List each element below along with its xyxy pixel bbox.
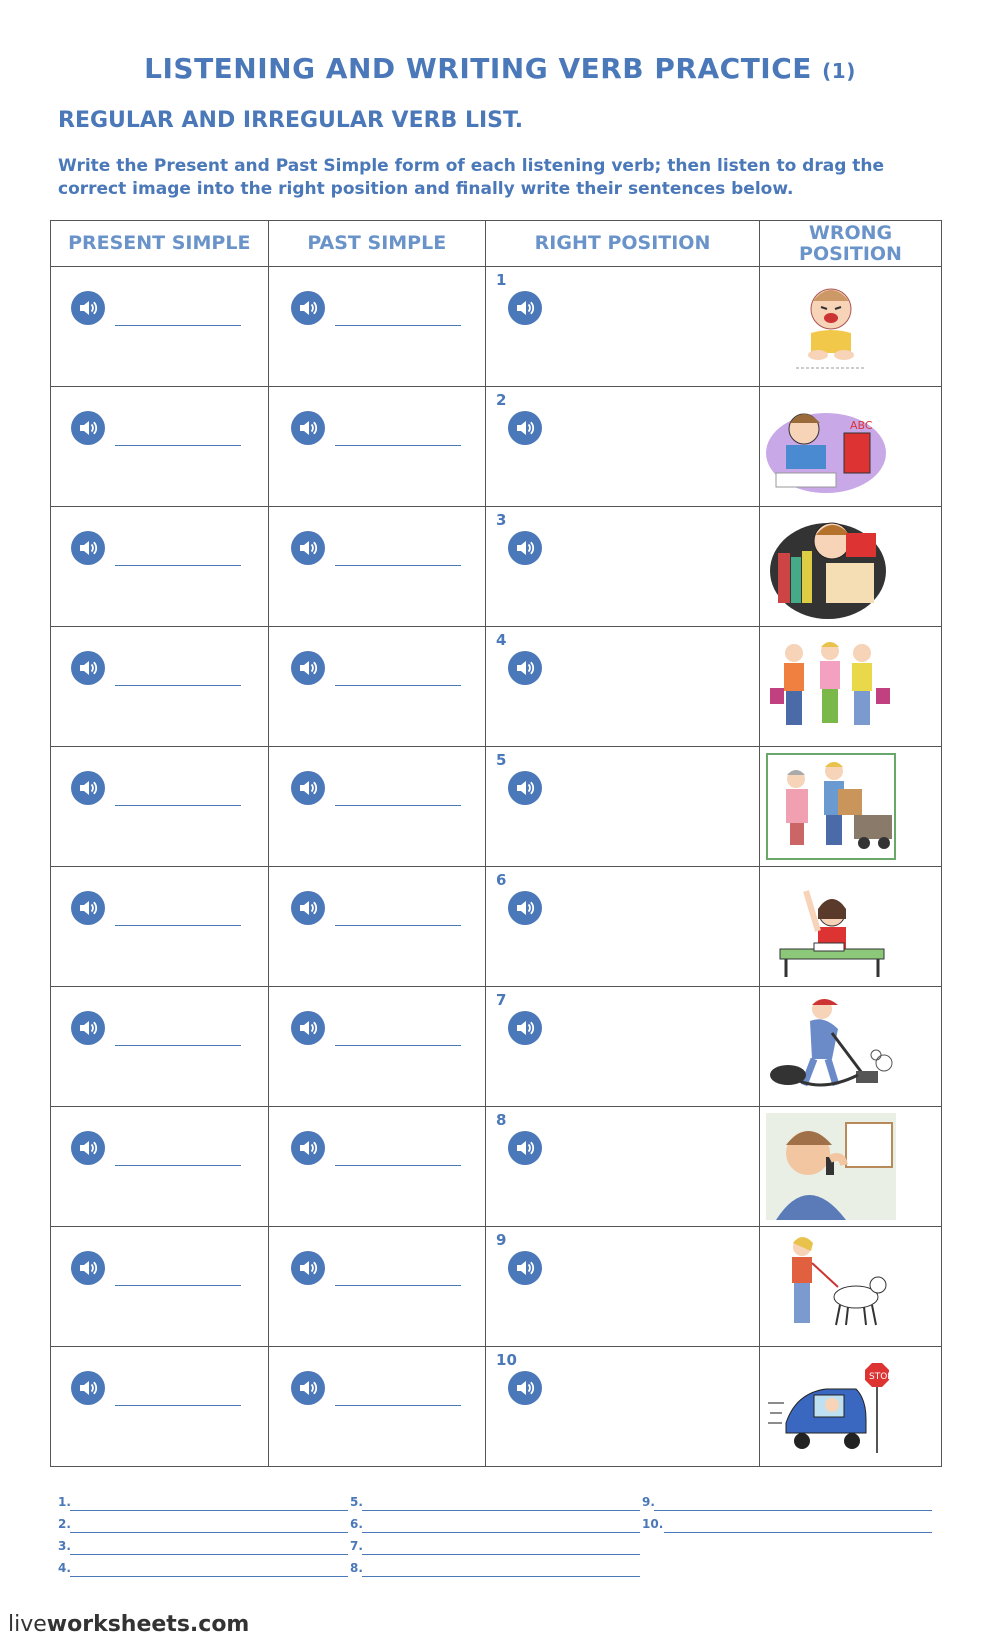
past-simple-cell [268,1227,486,1347]
svg-text:ABC: ABC [850,419,873,432]
present-simple-input[interactable] [115,445,241,446]
wrong-position-cell [760,627,942,747]
present-simple-cell [51,627,269,747]
verb-table [50,220,942,1467]
speaker-icon[interactable] [508,1251,542,1285]
speaker-icon[interactable] [508,1011,542,1045]
row-number: 10 [496,1351,517,1369]
speaker-icon[interactable] [71,891,105,925]
right-position-drop-zone[interactable] [486,387,760,507]
sentence-number: 8. [350,1561,363,1575]
woman-vacuuming-image[interactable] [766,993,896,1100]
man-on-phone-image[interactable] [766,1113,896,1220]
table-row [51,267,942,387]
wrong-position-cell [760,1347,942,1467]
past-simple-input[interactable] [335,685,461,686]
speaker-icon[interactable] [508,891,542,925]
present-simple-cell [51,747,269,867]
boy-with-books-image[interactable] [766,513,896,620]
sentence-underline [362,1554,640,1555]
man-helping-woman-image[interactable] [766,753,896,860]
past-simple-cell [268,987,486,1107]
present-simple-cell [51,387,269,507]
row-number: 1 [496,271,507,289]
sentence-underline [70,1576,348,1577]
right-position-drop-zone[interactable] [486,1107,760,1227]
sentence-underline [362,1576,640,1577]
crying-baby-image[interactable] [766,273,896,380]
sentence-line[interactable] [350,1495,640,1513]
past-simple-cell [268,867,486,987]
sentence-number: 1. [58,1495,71,1509]
present-simple-input[interactable] [115,325,241,326]
table-header-row [51,221,942,267]
boy-writing-abc-image[interactable] [766,393,896,500]
speaker-icon[interactable] [508,411,542,445]
present-simple-cell [51,1107,269,1227]
speaker-icon[interactable] [508,531,542,565]
sentence-number: 5. [350,1495,363,1509]
speaker-icon[interactable] [71,651,105,685]
speaker-icon[interactable] [71,1011,105,1045]
past-simple-input[interactable] [335,445,461,446]
table-row [51,1347,942,1467]
right-position-drop-zone[interactable] [486,507,760,627]
instructions: Write the Present and Past Simple form of each listening verb; then listen to drag the correct image into the right position and finally write their sentences below. [58,156,885,199]
speaker-icon[interactable] [291,1131,325,1165]
sentence-underline [70,1554,348,1555]
wrong-position-cell [760,267,942,387]
past-simple-cell [268,1347,486,1467]
row-number: 5 [496,751,507,769]
speaker-icon[interactable] [291,1011,325,1045]
past-simple-input[interactable] [335,1165,461,1166]
speaker-icon[interactable] [291,291,325,325]
page-subtitle: REGULAR AND IRREGULAR VERB LIST. [58,108,524,133]
speaker-icon[interactable] [71,1131,105,1165]
wrong-position-cell [760,987,942,1107]
present-simple-input[interactable] [115,685,241,686]
wrong-position-cell [760,1227,942,1347]
speaker-icon[interactable] [508,1131,542,1165]
sentence-line[interactable] [642,1495,932,1513]
past-simple-input[interactable] [335,1285,461,1286]
present-simple-input[interactable] [115,925,241,926]
sentence-line[interactable] [58,1495,348,1513]
past-simple-input[interactable] [335,325,461,326]
right-position-drop-zone[interactable] [486,1347,760,1467]
speaker-icon[interactable] [71,1371,105,1405]
speaker-icon[interactable] [291,1371,325,1405]
brand-worksheets: worksheets [46,1612,190,1637]
page-title [0,52,1000,85]
wrong-position-cell [760,507,942,627]
speaker-icon[interactable] [291,411,325,445]
speaker-icon[interactable] [508,291,542,325]
present-simple-cell [51,507,269,627]
sentence-number: 4. [58,1561,71,1575]
present-simple-input[interactable] [115,1405,241,1406]
present-simple-input[interactable] [115,1165,241,1166]
friends-shopping-image[interactable] [766,633,896,740]
row-number: 7 [496,991,507,1009]
speaker-icon[interactable] [508,651,542,685]
right-position-drop-zone[interactable] [486,267,760,387]
table-row [51,987,942,1107]
row-number: 9 [496,1231,507,1249]
present-simple-cell [51,1227,269,1347]
past-simple-cell [268,627,486,747]
sentence-line[interactable] [350,1561,640,1579]
sentence-number: 3. [58,1539,71,1553]
right-position-drop-zone[interactable] [486,747,760,867]
row-number: 3 [496,511,507,529]
speaker-icon[interactable] [71,1251,105,1285]
brand-tld: .com [189,1612,250,1637]
present-simple-input[interactable] [115,1285,241,1286]
speaker-icon[interactable] [291,531,325,565]
sentence-underline [664,1532,932,1533]
sentence-number: 2. [58,1517,71,1531]
wrong-position-cell [760,1107,942,1227]
table-row [51,1107,942,1227]
table-row [51,1227,942,1347]
sentence-number: 9. [642,1495,655,1509]
sentence-underline [70,1510,348,1511]
wrong-position-cell [760,387,942,507]
sentence-number: 7. [350,1539,363,1553]
speaker-icon[interactable] [71,411,105,445]
sentence-underline [70,1532,348,1533]
present-simple-cell [51,987,269,1107]
sentence-underline [654,1510,932,1511]
title-text: LISTENING AND WRITING VERB PRACTICE [144,52,812,85]
speaker-icon[interactable] [291,651,325,685]
brand-live: live [8,1612,47,1637]
past-simple-cell [268,747,486,867]
footer-brand [8,1612,249,1637]
past-simple-cell [268,507,486,627]
wrong-position-cell [760,867,942,987]
column-header-present: PRESENT SIMPLE [51,221,269,267]
past-simple-cell [268,1107,486,1227]
past-simple-input[interactable] [335,1405,461,1406]
right-position-drop-zone[interactable] [486,987,760,1107]
speaker-icon[interactable] [291,771,325,805]
speaker-icon[interactable] [508,1371,542,1405]
column-header-right: RIGHT POSITION [486,221,760,267]
driver-stop-sign-image[interactable] [766,1353,896,1460]
speaker-icon[interactable] [291,1251,325,1285]
row-number: 2 [496,391,507,409]
sentence-line[interactable] [58,1517,348,1535]
sentence-line[interactable] [350,1517,640,1535]
sentence-line[interactable] [642,1517,932,1535]
student-raising-hand-image[interactable] [766,873,896,980]
past-simple-input[interactable] [335,805,461,806]
right-position-drop-zone[interactable] [486,867,760,987]
speaker-icon[interactable] [71,531,105,565]
present-simple-cell [51,267,269,387]
past-simple-input[interactable] [335,1045,461,1046]
past-simple-cell [268,387,486,507]
present-simple-cell [51,867,269,987]
speaker-icon[interactable] [71,771,105,805]
row-number: 6 [496,871,507,889]
girl-walking-dog-image[interactable] [766,1233,896,1340]
sentence-number: 6. [350,1517,363,1531]
present-simple-input[interactable] [115,565,241,566]
row-number: 8 [496,1111,507,1129]
table-row [51,507,942,627]
table-row [51,867,942,987]
speaker-icon[interactable] [291,891,325,925]
sentence-line[interactable] [58,1561,348,1579]
past-simple-input[interactable] [335,925,461,926]
table-row [51,387,942,507]
sentence-underline [362,1532,640,1533]
wrong-position-cell [760,747,942,867]
column-header-wrong: WRONG POSITION [760,221,942,267]
right-position-drop-zone[interactable] [486,627,760,747]
past-simple-input[interactable] [335,565,461,566]
title-suffix: (1) [822,59,856,83]
right-position-drop-zone[interactable] [486,1227,760,1347]
past-simple-cell [268,267,486,387]
sentence-line[interactable] [58,1539,348,1557]
present-simple-input[interactable] [115,1045,241,1046]
table-row [51,747,942,867]
sentence-underline [362,1510,640,1511]
present-simple-input[interactable] [115,805,241,806]
table-row [51,627,942,747]
speaker-icon[interactable] [508,771,542,805]
column-header-past: PAST SIMPLE [268,221,486,267]
sentence-number: 10. [642,1517,664,1531]
sentence-line[interactable] [350,1539,640,1557]
present-simple-cell [51,1347,269,1467]
svg-text:STOP: STOP [869,1372,893,1382]
row-number: 4 [496,631,507,649]
speaker-icon[interactable] [71,291,105,325]
